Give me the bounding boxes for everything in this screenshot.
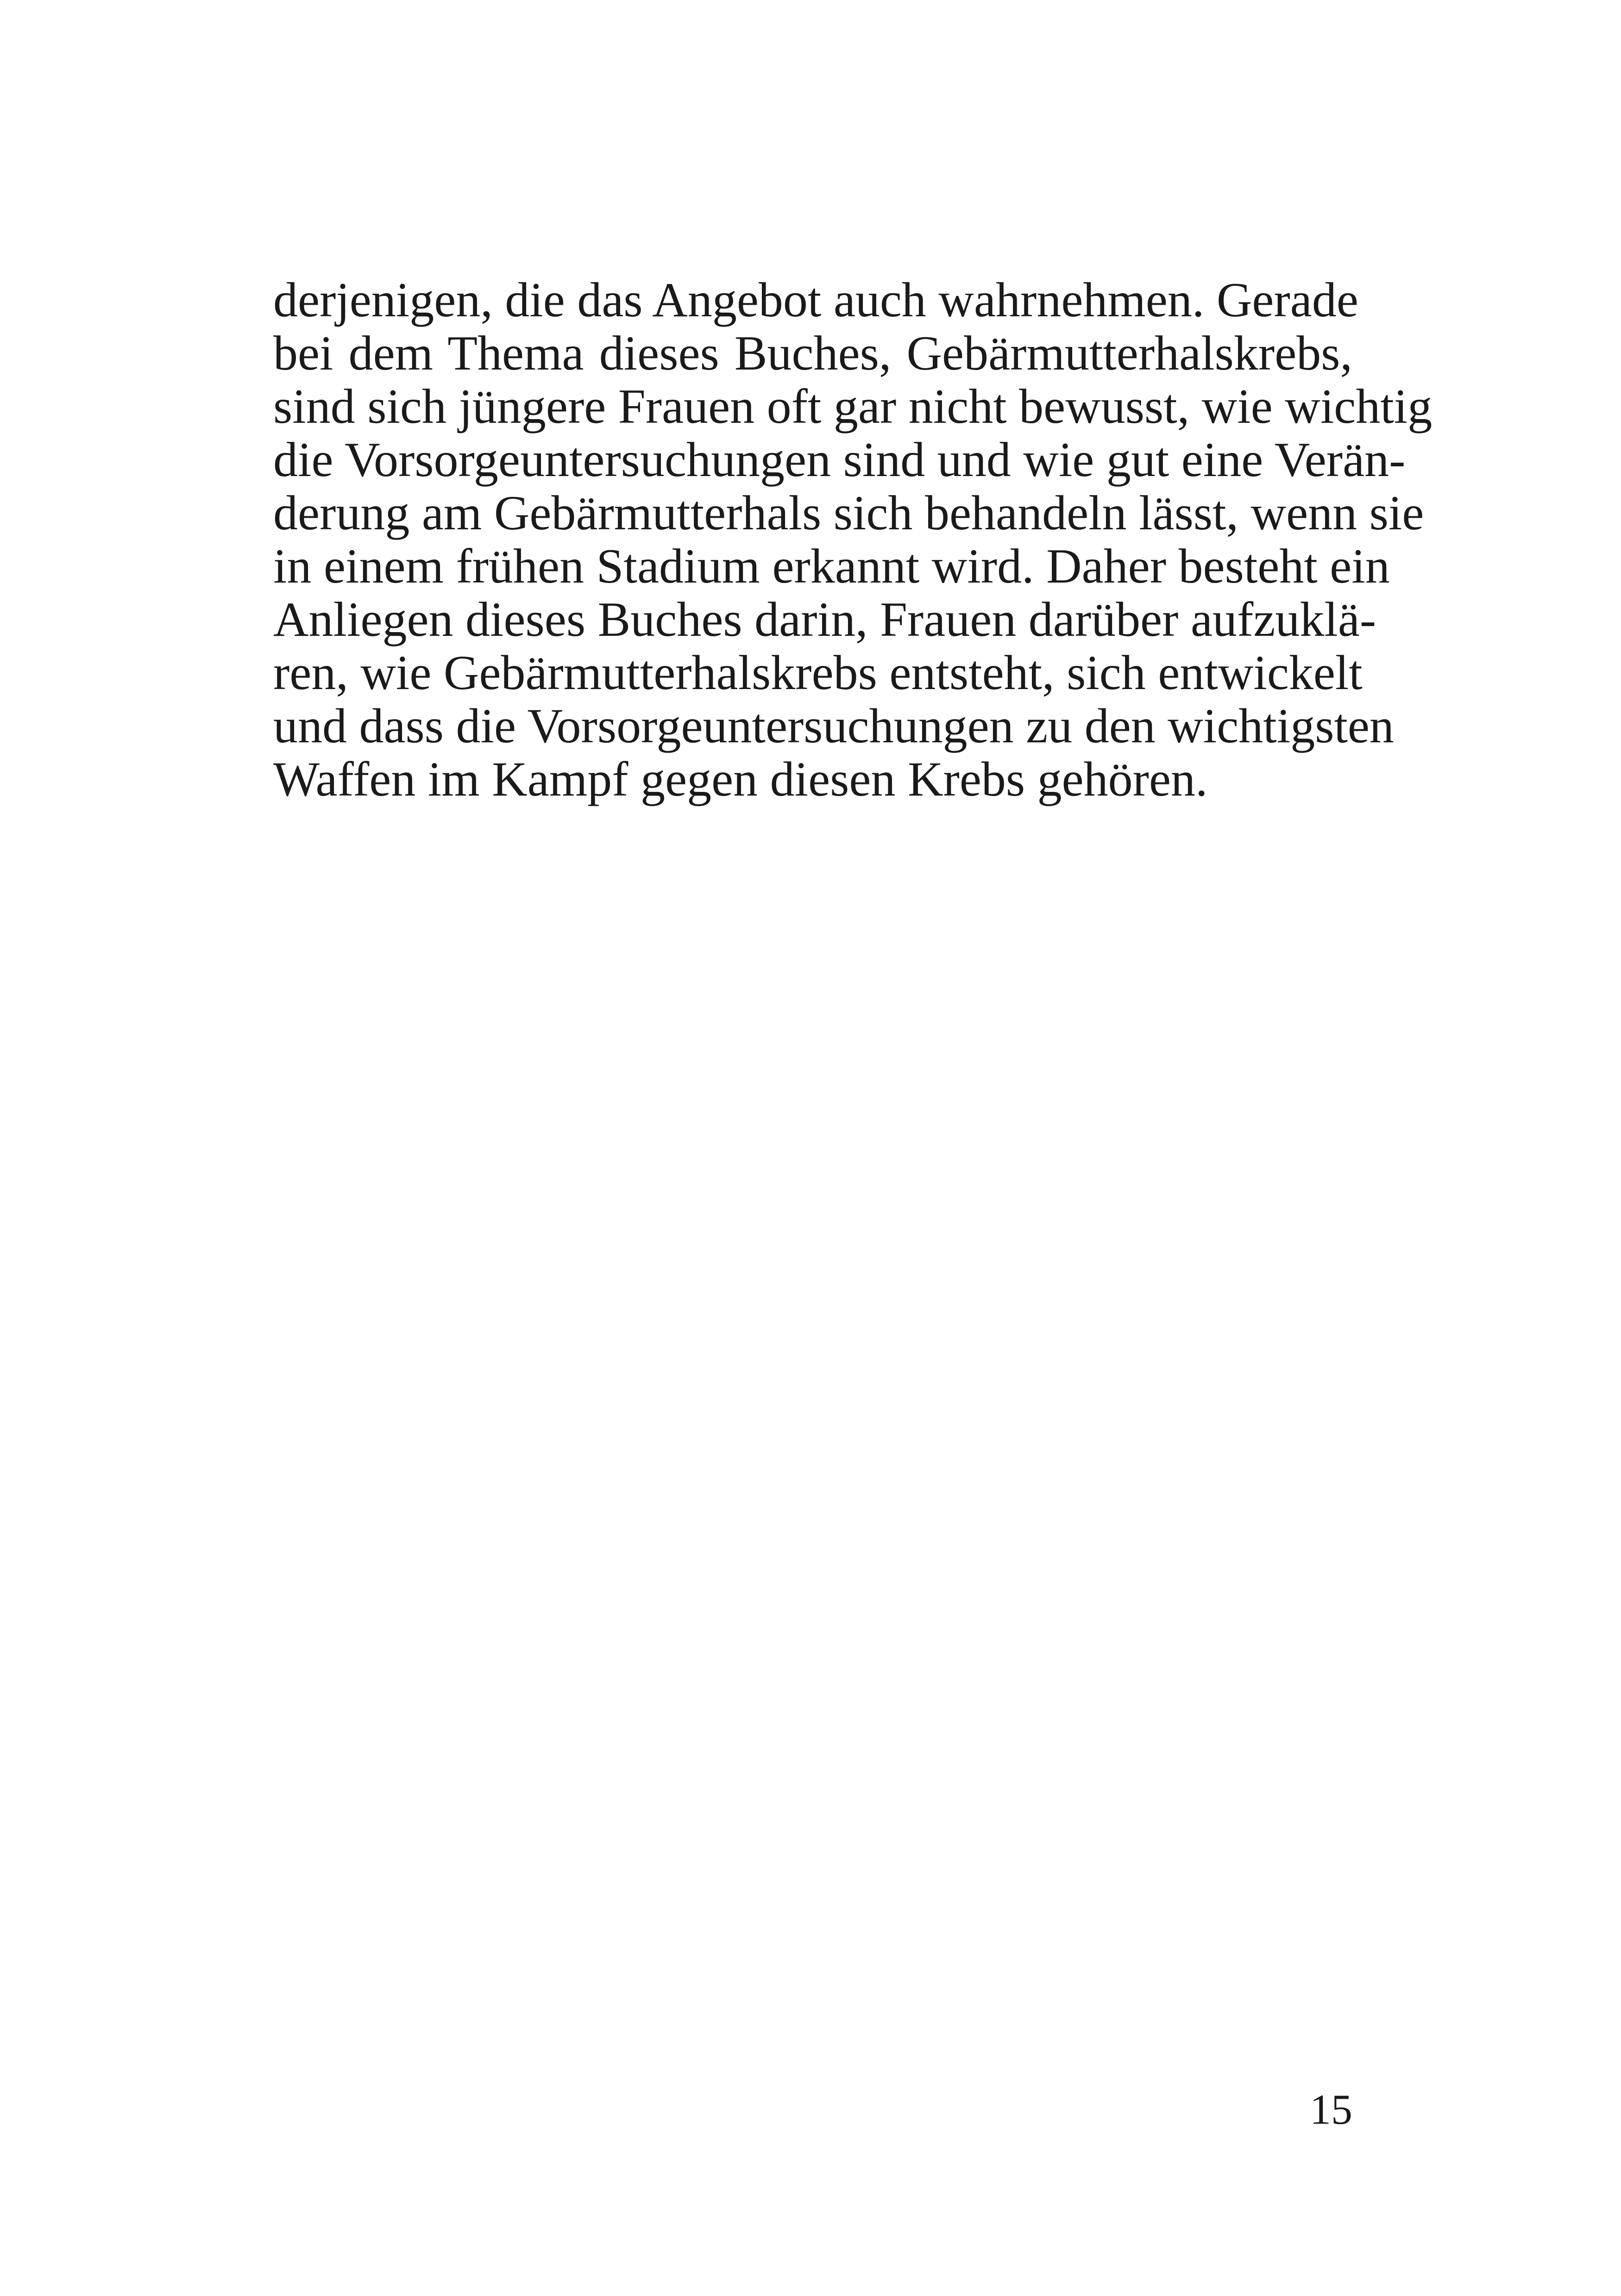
paragraph-line: und dass die Vorsorgeuntersuchungen zu den wichtigsten — [273, 699, 1394, 753]
paragraph-line: ren, wie Gebärmutterhalskrebs entsteht, sich entwickelt — [273, 646, 1363, 700]
paragraph-line: derung am Gebärmutterhals sich behandeln lässt, wenn sie — [273, 486, 1424, 540]
paragraph-line: derjenigen, die das Angebot auch wahrnehmen. Gerade — [273, 273, 1358, 327]
paragraph-line: sind sich jüngere Frauen oft gar nicht bewusst, wie wichtig — [273, 379, 1433, 433]
body-paragraph — [273, 273, 1433, 806]
paragraph-line: bei dem Thema dieses Buches, Gebärmutterhalskrebs, — [273, 326, 1352, 380]
page-number: 15 — [1310, 2086, 1352, 2133]
paragraph-line: in einem frühen Stadium erkannt wird. Daher besteht ein — [273, 539, 1390, 593]
paragraph-line: Anliegen dieses Buches darin, Frauen darüber aufzuklä- — [273, 592, 1376, 646]
paragraph-line: die Vorsorgeuntersuchungen sind und wie gut eine Verän- — [273, 433, 1406, 487]
paragraph-line: Waffen im Kampf gegen diesen Krebs gehören. — [273, 752, 1208, 806]
